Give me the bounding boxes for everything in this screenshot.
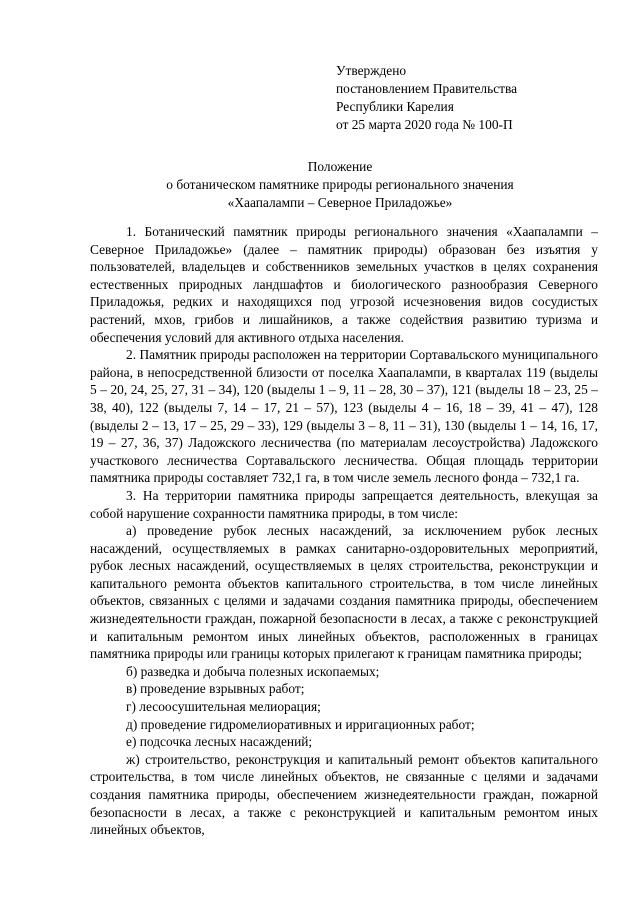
list-item-a: а) проведение рубок лесных насаждений, за исключением рубок лесных насаждений, осуществляемых в рамках санитарно-оздоровительных мероприятий, рубок лесных насаждений, осуществляемых в целях строительства, реконструкции и капитального ремонта объектов капитального строительства, в том числе линейных объектов, связанных с целями и задачами создания памятника природы, обеспечением жизнедеятельности граждан, пожарной безопасности в лесах, а также с реконструкцией и капитальным ремонтом иных линейных объектов, расположенных в границах памятника природы или границы которых прилегают к границам памятника природы; <box>90 523 598 662</box>
document-title <box>90 158 590 212</box>
list-item-v: в) проведение взрывных работ; <box>126 681 305 697</box>
list-item-d: д) проведение гидромелиоративных и ирригационных работ; <box>126 716 475 732</box>
paragraph-3: 3. На территории памятника природы запрещается деятельность, влекущая за собой нарушение сохранности памятника природы, в том числе: <box>90 487 598 521</box>
list-item-b: б) разведка и добыча полезных ископаемых; <box>126 663 380 679</box>
list-item-zh: ж) строительство, реконструкция и капитальный ремонт объектов капитального строительства, в том числе линейных объектов, не связанные с целями и задачами создания памятника природы, обеспечением жизнедеятельности граждан, пожарной безопасности в лесах, а также с реконструкцией и капитальным ремонтом иных линейных объектов, <box>90 751 598 838</box>
approval-line: Утверждено <box>336 63 407 78</box>
title-line: о ботаническом памятнике природы регионального значения <box>166 177 514 192</box>
list-item-g: г) лесоосушительная мелиорация; <box>126 699 321 715</box>
paragraph-2: 2. Памятник природы расположен на территории Сортавальского муниципального района, в непосредственной близости от поселка Хаапалампи, в кварталах 119 (выделы 5 – 20, 24, 25, 27, 31 – 34), 120 (выделы 1 – 9, 11 – 28, 30 – 37), 121 (выделы 18 – 23, 25 – 38, 40), 122 (выделы 7, 14 – 17, 21 – 57), 123 (выделы 4 – 16, 18 – 39, 41 – 47), 128 (выделы 2 – 13, 17 – 25, 29 – 33), 129 (выделы 3 – 8, 11 – 31), 130 (выделы 1 – 14, 16, 17, 19 – 27, 36, 37) Ладожского лесничества (по материалам лесоустройства) Ладожского участкового лесничества Сортавальского лесничества. Общая площадь территории памятника природы составляет 732,1 га, в том числе земель лесного фонда – 732,1 га. <box>90 347 598 486</box>
document-body <box>90 223 598 839</box>
list-item-e: е) подсочка лесных насаждений; <box>126 734 313 750</box>
title-line: Положение <box>307 159 373 174</box>
paragraph-1: 1. Ботанический памятник природы регионального значения «Хаапалампи – Северное Приладожье» (далее – памятник природы) образован без изъятия у пользователей, владельцев и собственников земельных участков в целях сохранения естественных природных ландшафтов и биологического разнообразия Северного Приладожья, редких и находящихся под угрозой исчезновения видов сосудистых растений, мхов, грибов и лишайников, а также содействия развитию туризма и обеспечения условий для активного отдыха населения. <box>90 224 598 345</box>
approval-line: постановлением Правительства <box>336 81 518 96</box>
approval-block <box>336 62 596 134</box>
title-line: «Хаапалампи – Северное Приладожье» <box>227 195 453 210</box>
approval-line: от 25 марта 2020 года № 100-П <box>336 117 513 132</box>
approval-line: Республики Карелия <box>336 99 454 114</box>
